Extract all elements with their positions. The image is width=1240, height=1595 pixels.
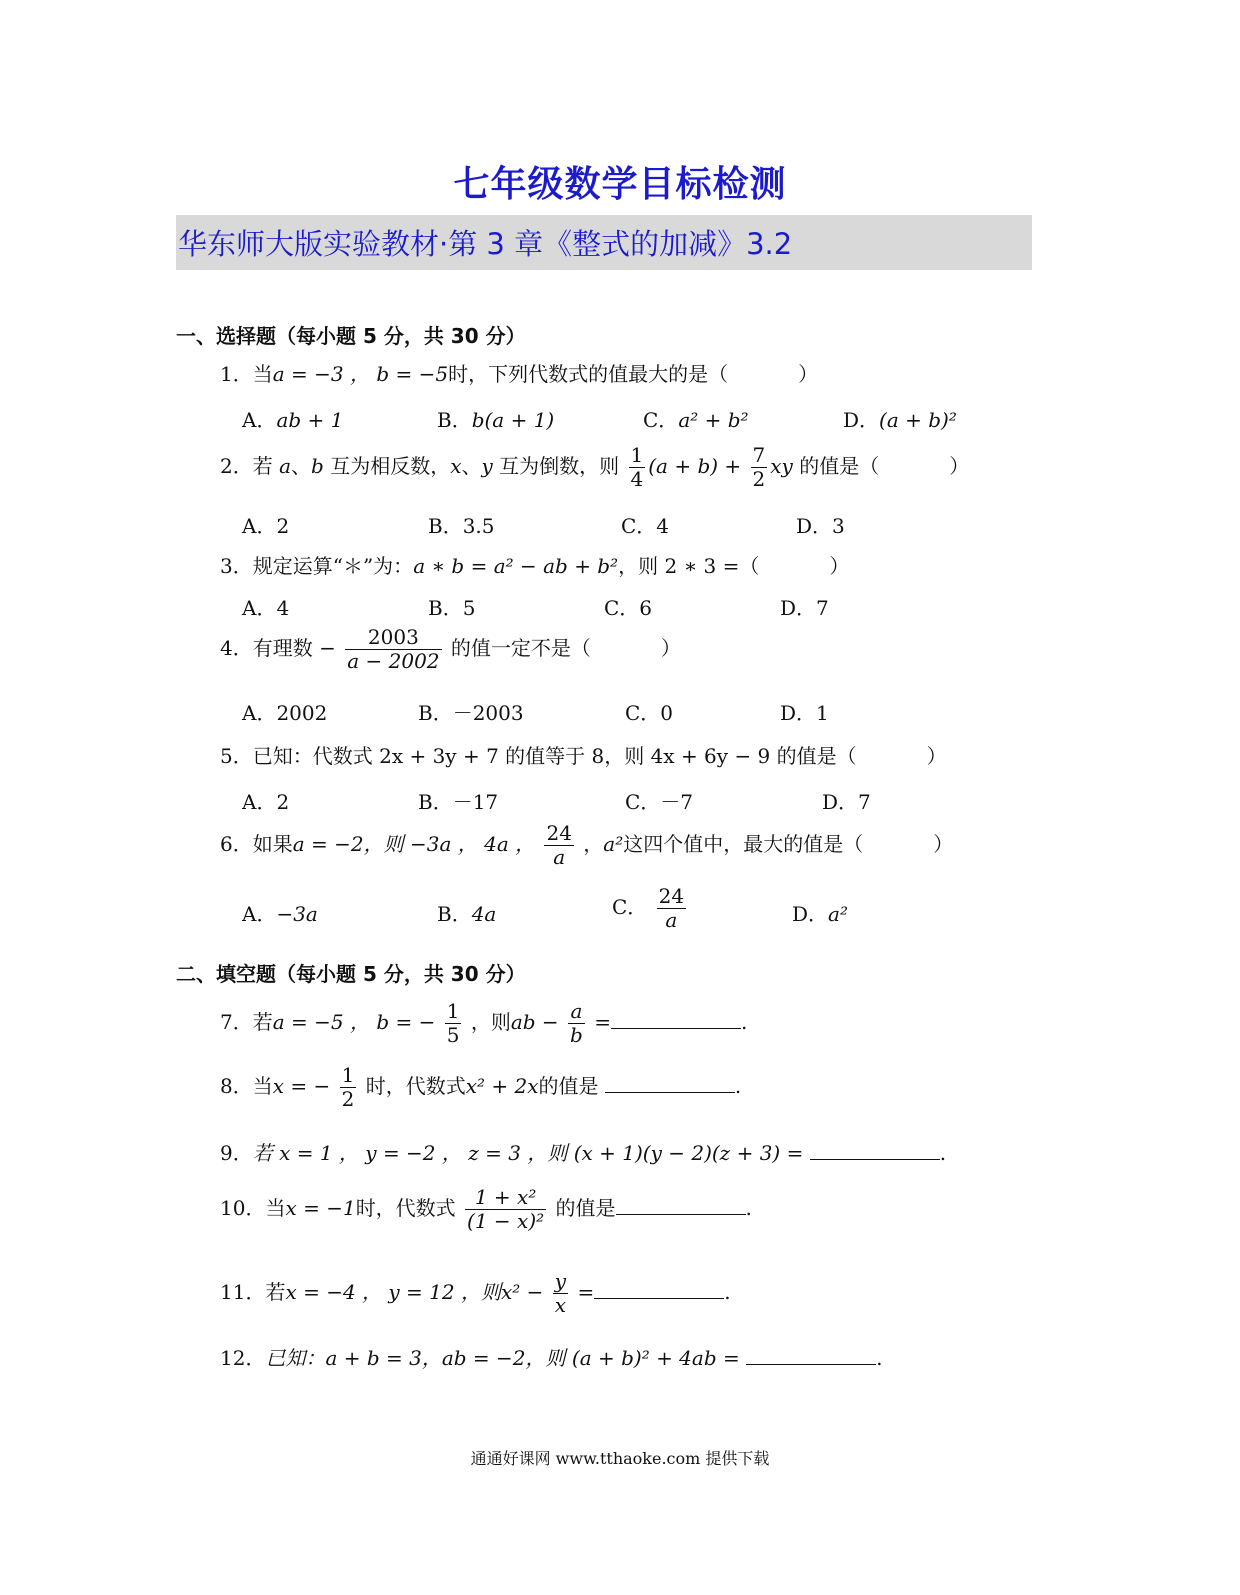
answer-blank[interactable] [746, 1346, 876, 1365]
q3-option-d: D．7 [780, 596, 829, 620]
answer-blank[interactable] [611, 1010, 741, 1029]
q3-option-b: B．5 [428, 596, 476, 620]
q4-option-a: A．2002 [242, 701, 328, 725]
question-5: 5．已知：代数式 2x + 3y + 7 的值等于 8，则 4x + 6y − 9 的值是（ ） [220, 744, 947, 768]
fraction: $\frac{7}{2}$ [752, 443, 766, 491]
fraction: $\frac{1}{2}$ [341, 1063, 355, 1111]
question-11: 11．若x = −4 ， y = 12 ，则x² − $\frac{y}{x}$ = . [220, 1269, 731, 1317]
q1-option-c: C．a² + b² [643, 408, 749, 432]
question-10: 10．当x = −1时，代数式 $\frac{\text{1 + x²}}{\text{(1 − x)²}}$ 的值是 . [220, 1185, 752, 1233]
question-1: 1．当a = −3 ， b = −5时，下列代数式的值最大的是（ ） [220, 362, 819, 386]
answer-blank[interactable] [594, 1280, 724, 1299]
q4-option-d: D．1 [780, 701, 829, 725]
section-heading-choice: 一、选择题（每小题 5 分，共 30 分） [176, 324, 526, 348]
fraction: $\frac{\text{1 + x²}}{\text{(1 − x)²}}$ [467, 1185, 545, 1233]
q4-option-b: B．－2003 [418, 701, 524, 725]
page-subtitle: 华东师大版实验教材·第 3 章《整式的加减》3.2 [178, 227, 793, 261]
q5-option-a: A．2 [242, 790, 290, 814]
q1-option-d: D．(a + b)² [843, 408, 957, 432]
question-8: 8．当x = − $\frac{1}{2}$ 时，代数式x² + 2x的值是 . [220, 1063, 742, 1111]
fraction: $\frac{y}{x}$ [554, 1269, 567, 1317]
answer-blank[interactable] [810, 1141, 940, 1160]
q1-option-b: B．b(a + 1) [437, 408, 555, 432]
q2-option-d: D．3 [796, 514, 845, 538]
q5-option-d: D．7 [822, 790, 871, 814]
question-4: 4．有理数 − $\frac{2003}{a - 2002}$ 的值一定不是（ ） [220, 625, 681, 673]
question-2: 2．若 a、b 互为相反数，x、y 互为倒数，则 $\frac{1}{4}$ (a + b) + $\frac{7}{2}$ xy 的值是（ ） [220, 443, 970, 491]
q2-option-a: A．2 [242, 514, 290, 538]
q3-option-a: A．4 [242, 596, 290, 620]
q2-option-b: B．3.5 [428, 514, 495, 538]
fraction: $\frac{1}{5}$ [446, 999, 460, 1047]
q5-option-b: B．－17 [418, 790, 499, 814]
fraction: $\frac{24}{a}$ [546, 821, 572, 869]
footer-credit: 通通好课网 www.tthaoke.com 提供下载 [470, 1449, 770, 1468]
fraction: $\frac{a}{b}$ [570, 999, 583, 1047]
question-12: 12．已知：a + b = 3，ab = −2，则 (a + b)² + 4ab = . [220, 1346, 883, 1370]
q6-option-c: C． $\frac{24}{a}$ [612, 884, 685, 932]
q5-option-c: C．－7 [625, 790, 694, 814]
question-3: 3．规定运算“＊”为：a ∗ b = a² − ab + b²，则 2 ∗ 3 =（ ） [220, 554, 850, 578]
answer-blank[interactable] [616, 1196, 746, 1215]
q3-option-c: C．6 [604, 596, 653, 620]
question-7: 7．若a = −5 ， b = − $\frac{1}{5}$ ，则ab − $\frac{a}{b}$ = . [220, 999, 748, 1047]
q6-option-a: A．−3a [242, 902, 318, 926]
q6-option-b: B．4a [437, 902, 497, 926]
q4-option-c: C．0 [625, 701, 674, 725]
section-heading-fill: 二、填空题（每小题 5 分，共 30 分） [176, 962, 526, 986]
question-9: 9．若 x = 1 ， y = −2 ， z = 3 ，则 (x + 1)(y − 2)(z + 3) = . [220, 1141, 947, 1165]
fraction: $\frac{1}{4}$ [630, 443, 644, 491]
answer-blank[interactable] [605, 1074, 735, 1093]
fraction: $\frac{2003}{a - 2002}$ [347, 625, 440, 673]
fraction: $\frac{24}{a}$ [658, 884, 685, 932]
q6-option-d: D．a² [792, 902, 848, 926]
q2-option-c: C．4 [621, 514, 670, 538]
page-title: 七年级数学目标检测 [453, 164, 787, 205]
question-6: 6．如果a = −2，则 −3a ， 4a ， $\frac{24}{a}$ ，a²这四个值中，最大的值是（ ） [220, 821, 954, 869]
q1-option-a: A．ab + 1 [242, 408, 344, 432]
